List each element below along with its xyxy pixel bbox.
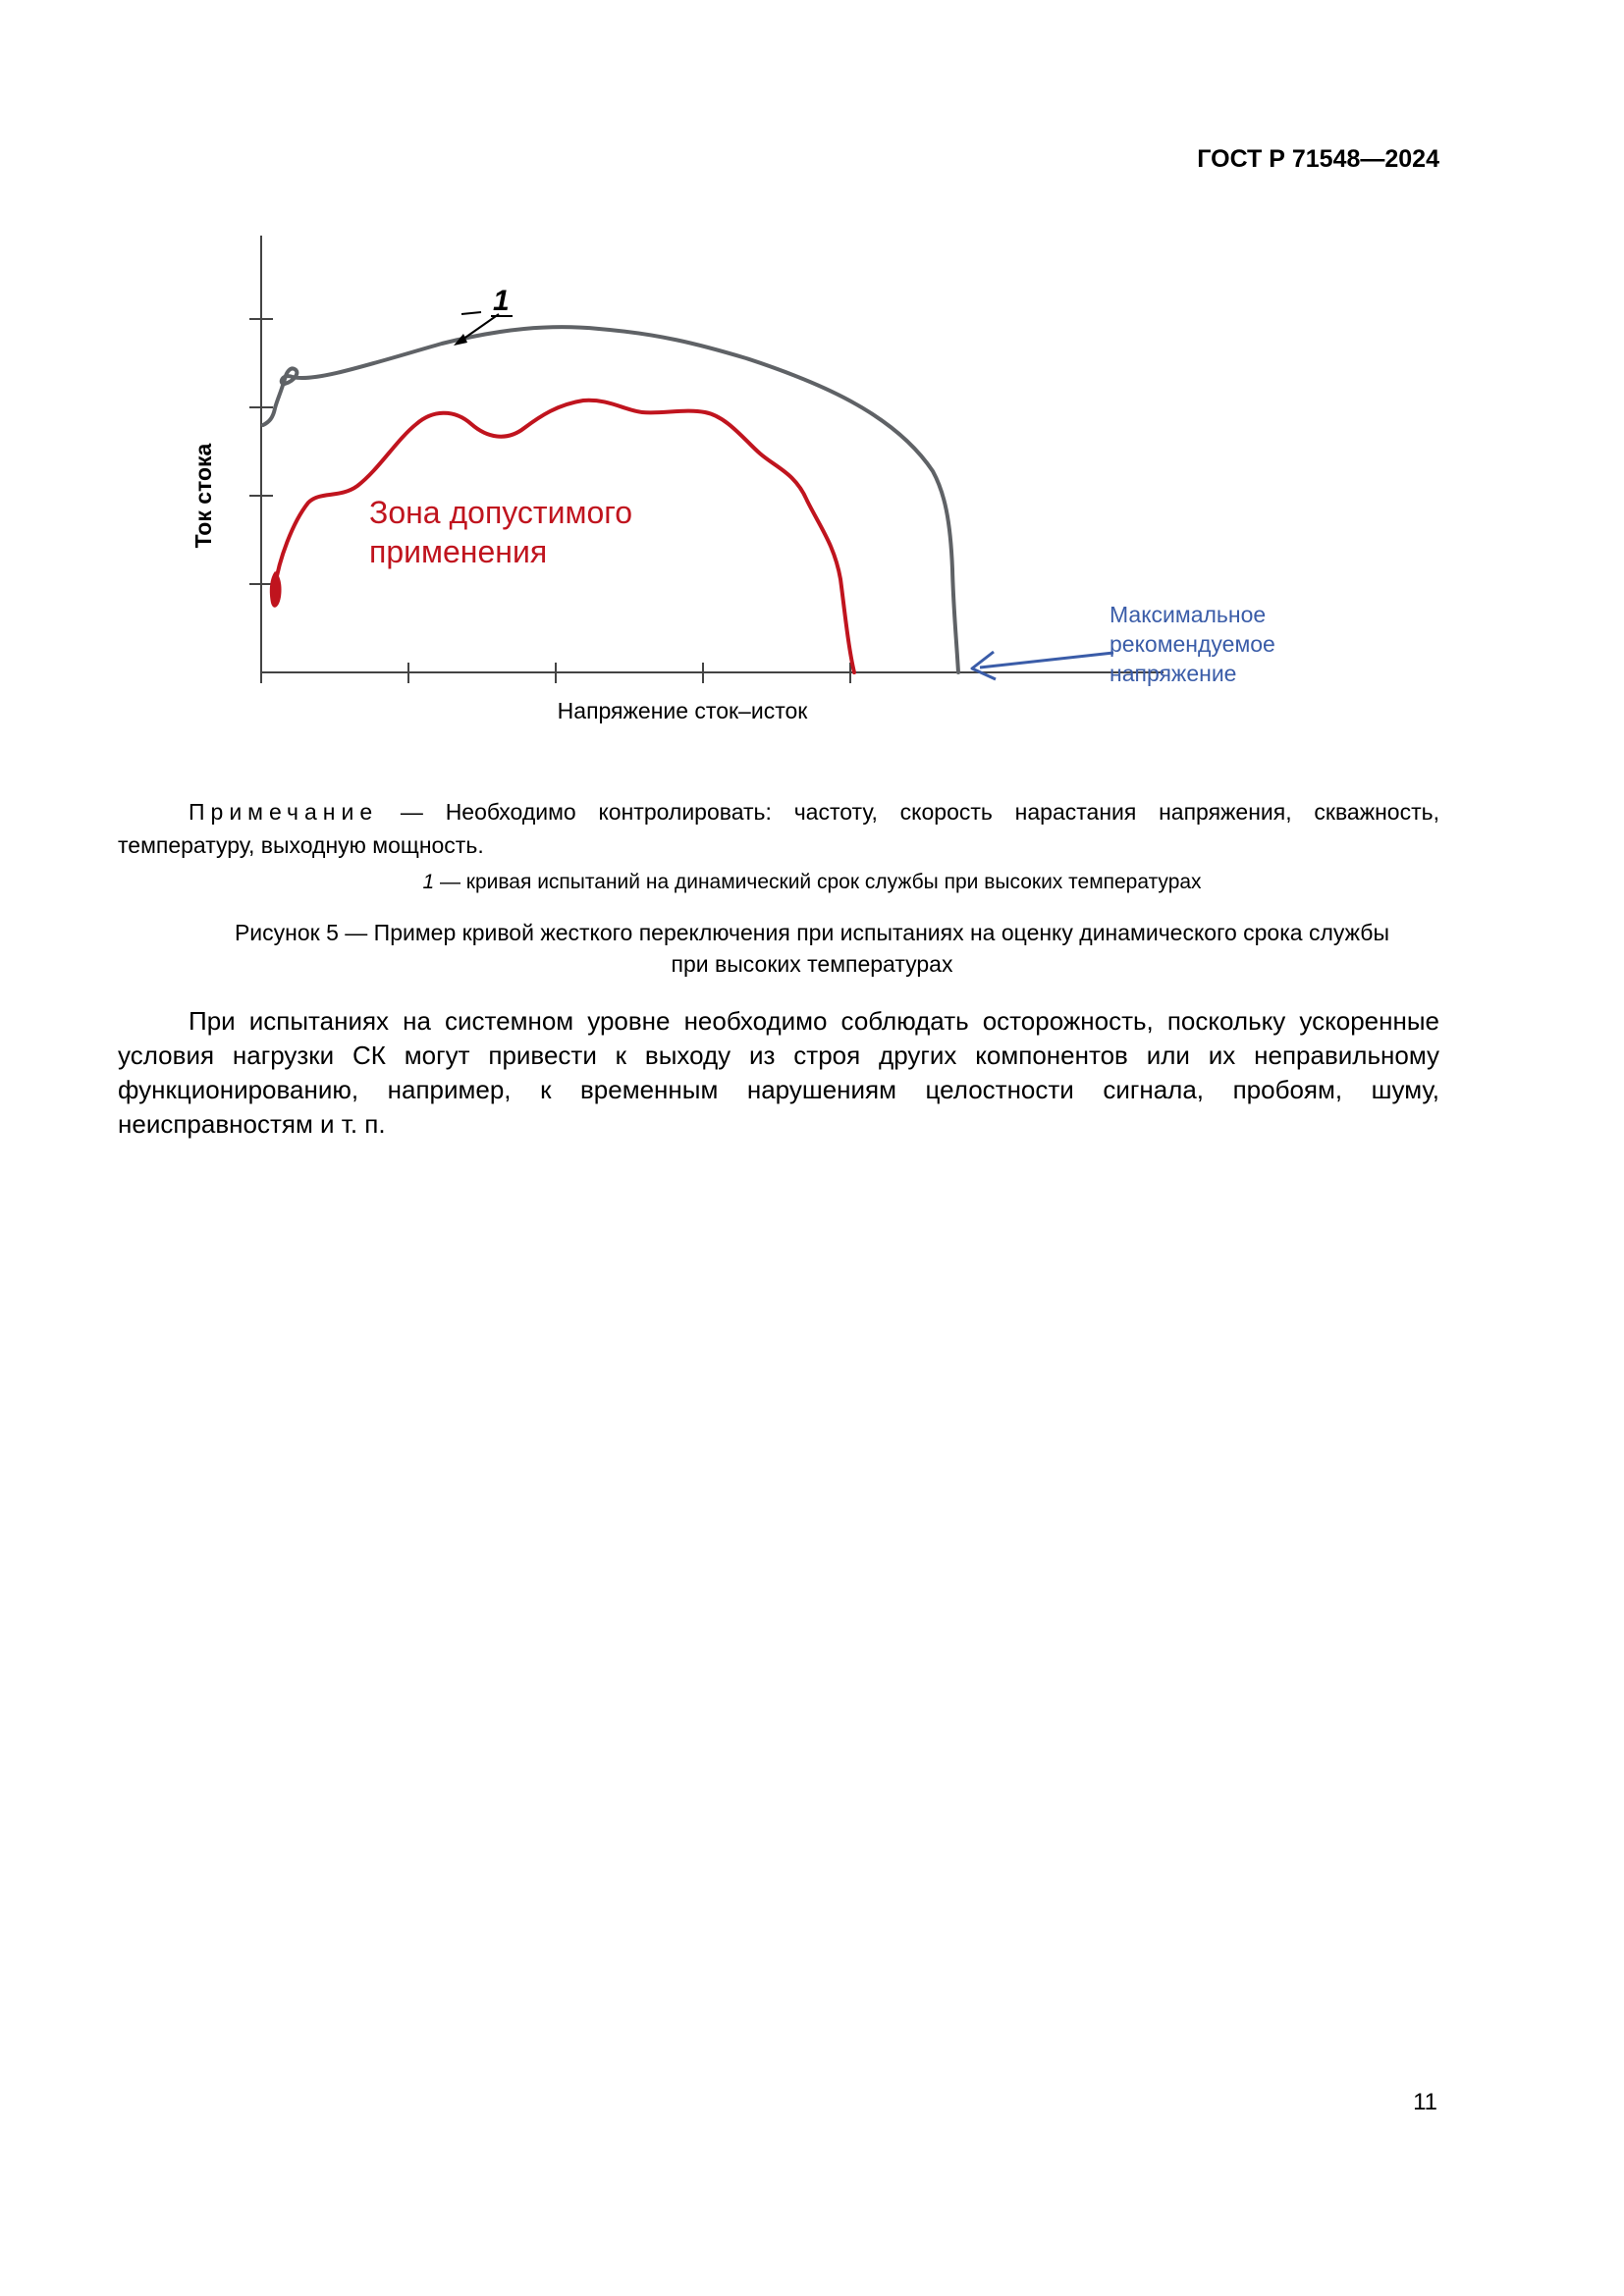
figure-5 [147, 216, 1375, 736]
max-voltage-arrow-line [980, 653, 1113, 667]
figure-legend [0, 871, 1624, 894]
axes [249, 236, 1164, 683]
curve-label: 1 [493, 285, 510, 317]
note-text: — Необходимо контролировать: частоту, скорость нарастания напряжения, скважность, температуру, выходную мощность. [118, 799, 1439, 858]
zone-start-blob [270, 571, 282, 608]
max-voltage-label-line3: напряжение [1110, 661, 1237, 686]
max-voltage-label-line2: рекомендуемое [1110, 631, 1275, 657]
document-header: ГОСТ Р 71548—2024 [1197, 145, 1439, 173]
legend-text: — кривая испытаний на динамический срок службы при высоких температурах [434, 871, 1202, 893]
body-paragraph: При испытаниях на системном уровне необходимо соблюдать осторожность, поскольку ускоренные условия нагрузки СК могут привести к выходу из строя других компонентов или их неправильному функционированию, например, к временным нарушениям целостности сигнала, пробоям, шуму, неисправностям и т. п. [118, 1006, 1439, 1139]
figure-note [118, 795, 1439, 862]
caption-line1: Рисунок 5 — Пример кривой жесткого переключения при испытаниях на оценку динамического срока службы [234, 920, 1390, 945]
zone-label-line2: применения [369, 534, 548, 569]
curve-label-arrow-line [460, 314, 499, 342]
note-label: Примечание [189, 799, 379, 825]
curve-label-leader [461, 312, 481, 314]
figure-caption [0, 917, 1624, 980]
legend-number: 1 [422, 871, 435, 893]
permissible-zone-curve [275, 400, 854, 672]
x-axis-label: Напряжение сток–исток [557, 698, 808, 723]
y-axis-label: Ток стока [190, 443, 216, 549]
caption-line2: при высоких температурах [671, 951, 953, 977]
page-number: 11 [1413, 2089, 1437, 2115]
zone-label-line1: Зона допустимого [369, 495, 633, 530]
max-voltage-label-line1: Максимальное [1110, 602, 1267, 627]
